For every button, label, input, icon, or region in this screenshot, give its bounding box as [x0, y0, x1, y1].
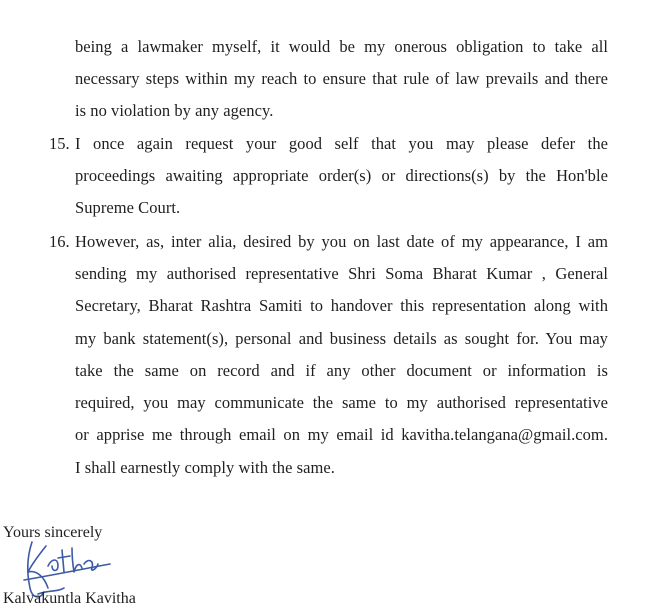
paragraph-number: 15. [49, 134, 70, 153]
body-line: take the same on record and if any other document or information is [75, 361, 608, 380]
paragraph-number: 16. [49, 232, 70, 251]
body-line: my bank statement(s), personal and business details as sought for. You may [75, 329, 608, 348]
body-line: I once again request your good self that you may please defer the [75, 134, 608, 153]
body-line: I shall earnestly comply with the same. [75, 458, 335, 477]
body-line: required, you may communicate the same to my authorised representative [75, 393, 608, 412]
body-line: or apprise me through email on my email id kavitha.telangana@gmail.com. [75, 425, 608, 444]
body-line: Secretary, Bharat Rashtra Samiti to handover this representation along with [75, 296, 608, 315]
signatory-name: Kalvakuntla Kavitha [3, 590, 136, 607]
body-line: Supreme Court. [75, 198, 181, 217]
body-line: necessary steps within my reach to ensure that rule of law prevails and there [75, 69, 608, 88]
body-line: sending my authorised representative Shri Soma Bharat Kumar , General [75, 264, 608, 283]
body-line: proceedings awaiting appropriate order(s) or directions(s) by the Hon'ble [75, 166, 608, 185]
body-line: is no violation by any agency. [75, 101, 274, 120]
closing-salutation: Yours sincerely [3, 524, 103, 541]
body-line: However, as, inter alia, desired by you on last date of my appearance, I am [75, 232, 608, 251]
body-line: being a lawmaker myself, it would be my onerous obligation to take all [75, 37, 608, 56]
